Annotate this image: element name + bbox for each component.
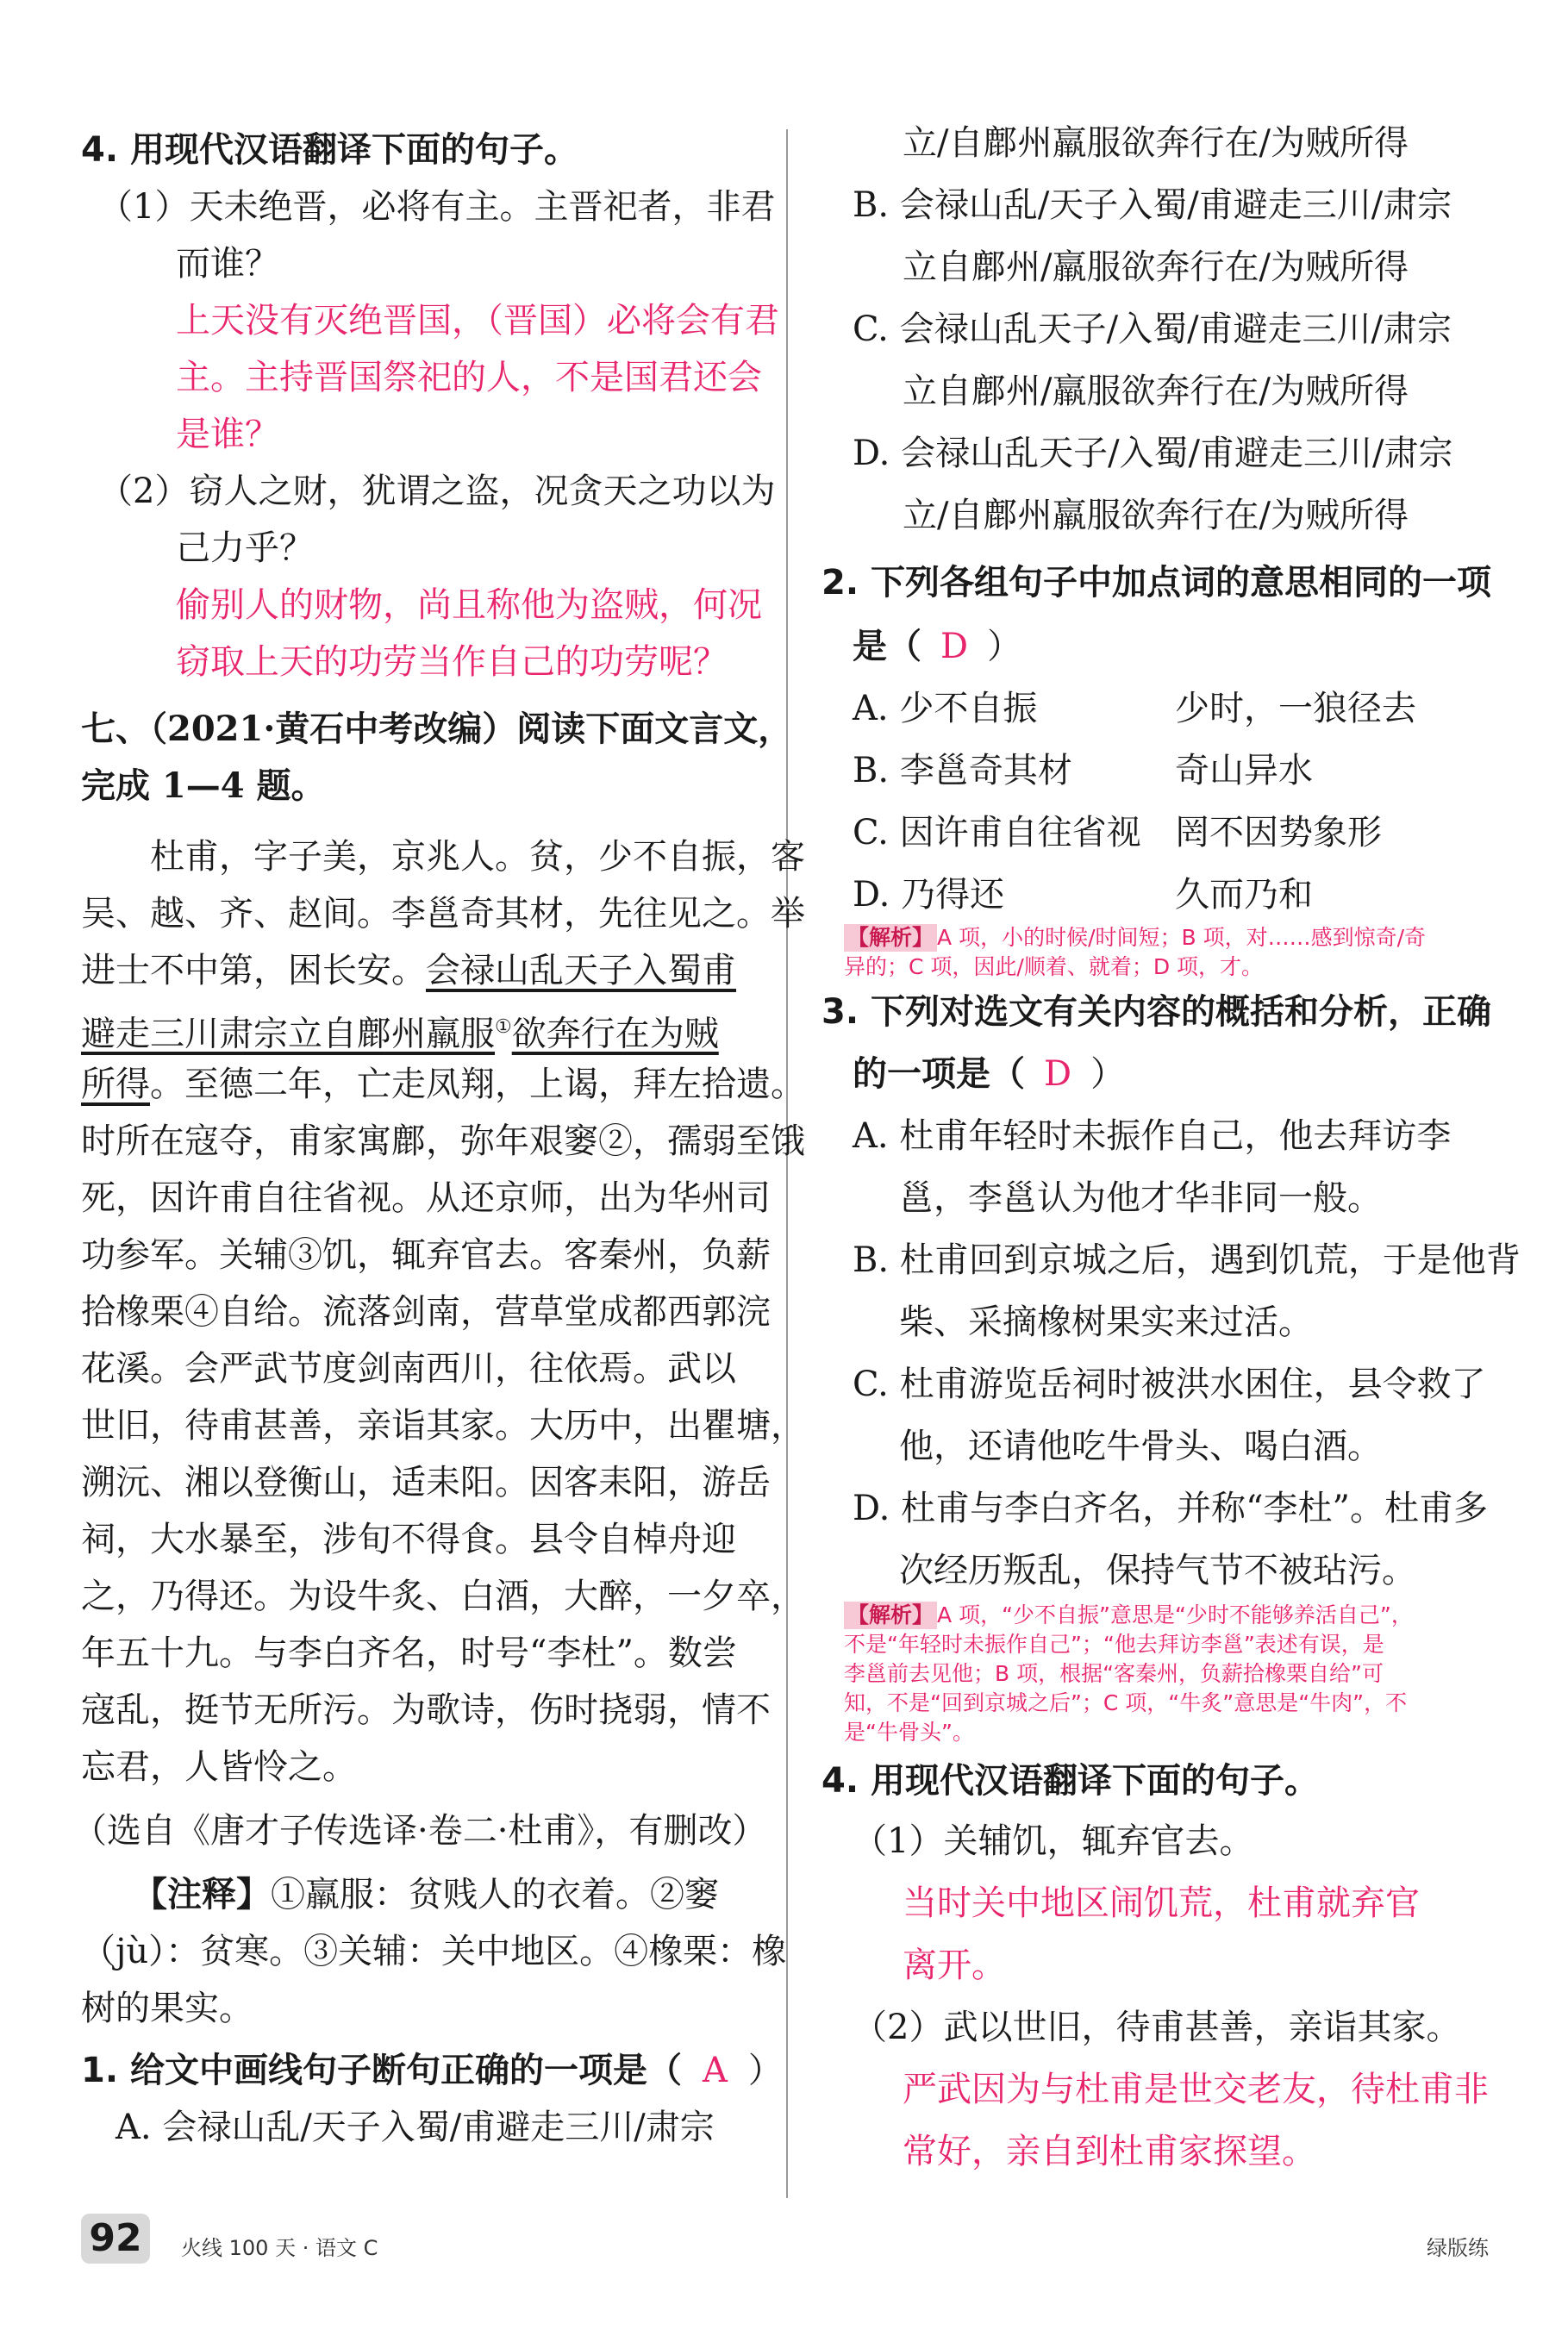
edition-label: 绿版练: [1427, 2236, 1489, 2260]
q4-2-answer: 窃取上天的功劳当作自己的功劳呢？: [176, 642, 728, 682]
q4-title: 4. 用现代汉语翻译下面的句子。: [81, 130, 578, 170]
q3-option-c-cont: 他，还请他吃牛骨头、喝白酒。: [899, 1427, 1382, 1466]
annotation-notes-cont: 树的果实。: [81, 1989, 253, 2028]
passage-line: 寇乱，挺节无所污。为歌诗，伤时挠弱，情不: [81, 1690, 771, 1730]
passage-line: 进士不中第，困长安。会禄山乱天子入蜀甫: [81, 951, 736, 990]
q3-option-a-cont: 邕，李邕认为他才华非同一般。: [899, 1178, 1382, 1218]
q4-2-right-answer: 常好，亲自到杜甫家探望。: [903, 2132, 1316, 2171]
q2-answer: D: [940, 627, 969, 666]
section-7-heading-cont: 完成 1—4 题。: [81, 765, 326, 806]
passage-line: 之，乃得还。为设牛炙、白酒，大醉，一夕卒，: [81, 1577, 805, 1616]
page-number: 92: [81, 2214, 150, 2264]
q2-text-cont: 是（ D ）: [853, 627, 1022, 666]
underlined-sentence: 欲奔行在为贼: [511, 1014, 719, 1054]
q1-option-c-cont: 立自鄜州/羸服欲奔行在/为贼所得: [903, 372, 1409, 411]
q4-2-text: （2）窃人之财，犹谓之盗，况贪天之功以为: [98, 472, 776, 511]
q2-option-d: D. 乃得还: [853, 875, 1005, 915]
q3-option-c: C. 杜甫游览岳祠时被洪水困住，县令救了: [853, 1365, 1486, 1404]
q4-1-answer: 上天没有灭绝晋国，（晋国）必将会有君: [176, 301, 779, 340]
underlined-sentence: 避走三川肃宗立自鄜州羸服: [81, 1014, 495, 1054]
q3-answer: D: [1044, 1054, 1072, 1094]
q2-analysis-cont: 异的；C 项，因此/顺着、就着；D 项，才。: [844, 954, 1264, 979]
q3-analysis-cont: 是“牛骨头”。: [844, 1720, 974, 1745]
q4-1-text: （1）天未绝晋，必将有主。主晋祀者，非君: [98, 187, 776, 227]
passage-line: 死，因许甫自往省视。从还京师，出为华州司: [81, 1178, 771, 1218]
passage-line: 杜甫，字子美，京兆人。贫，少不自振，客: [150, 837, 805, 877]
q1-option-a-cont: 立/自鄜州羸服欲奔行在/为贼所得: [903, 123, 1409, 163]
passage-line: 避走三川肃宗立自鄜州羸服①欲奔行在为贼: [81, 1014, 719, 1054]
q3-option-a: A. 杜甫年轻时未振作自己，他去拜访李: [853, 1116, 1452, 1156]
passage-line: 忘君，人皆怜之。: [81, 1747, 357, 1787]
q2-analysis: 【解析】 A 项，小的时候/时间短；B 项，对……感到惊奇/奇: [844, 924, 1426, 952]
passage-source: （选自《唐才子传选译·卷二·杜甫》，有删改）: [72, 1811, 767, 1851]
q3-option-d: D. 杜甫与李白齐名，并称“李杜”。杜甫多: [853, 1489, 1488, 1528]
q2-option-b-pair: 奇山异水: [1175, 751, 1313, 790]
q3-option-b-cont: 柴、采摘橡树果实来过活。: [899, 1302, 1313, 1342]
q4-title-right: 4. 用现代汉语翻译下面的句子。: [821, 1761, 1319, 1801]
passage-line: 功参军。关辅③饥，辄弃官去。客秦州，负薪: [81, 1235, 771, 1275]
q2-option-d-pair: 久而乃和: [1175, 875, 1313, 915]
passage-line: 溯沅、湘以登衡山，适耒阳。因客耒阳，游岳: [81, 1463, 771, 1502]
passage-line: 吴、越、齐、赵间。李邕奇其材，先往见之。举: [81, 894, 805, 934]
q2-text: 2. 下列各组句子中加点词的意思相同的一项: [821, 563, 1491, 603]
q1-text: 1. 给文中画线句子断句正确的一项是（ A ）: [81, 2051, 783, 2090]
q1-option-a: A. 会禄山乱/天子入蜀/甫避走三川/肃宗: [116, 2108, 715, 2147]
q4-2-answer: 偷别人的财物，尚且称他为盗贼，何况: [176, 585, 762, 625]
q2-option-b: B. 李邕奇其材: [853, 751, 1072, 790]
passage-line: 拾橡栗④自给。流落剑南，营草堂成都西郭浣: [81, 1292, 771, 1332]
q3-analysis: 【解析】 A 项，“少不自振”意思是“少时不能够养活自己”，: [844, 1602, 1413, 1629]
q1-answer: A: [702, 2051, 728, 2090]
annotation-notes-cont: （jù）：贫寒。③关辅：关中地区。④橡栗：橡: [81, 1932, 787, 1971]
q4-2-right: （2）武以世旧，待甫甚善，亲诣其家。: [853, 2008, 1461, 2047]
q3-analysis-cont: 李邕前去见他；B 项，根据“客秦州，负薪拾橡栗自给”可: [844, 1661, 1384, 1686]
passage-line: 世旧，待甫甚善，亲诣其家。大历中，出瞿塘，: [81, 1406, 805, 1446]
q3-option-d-cont: 次经历叛乱，保持气节不被玷污。: [899, 1551, 1416, 1590]
q4-1-answer: 是谁？: [176, 415, 279, 454]
analysis-tag: 【解析】: [844, 1602, 937, 1629]
q3-text: 3. 下列对选文有关内容的概括和分析，正确: [821, 992, 1491, 1032]
q4-2-right-answer: 严武因为与杜甫是世交老友，待杜甫非: [903, 2070, 1489, 2109]
passage-line: 花溪。会严武节度剑南西川，往依焉。武以: [81, 1349, 736, 1389]
passage-line: 年五十九。与李白齐名，时号“李杜”。数尝: [81, 1633, 737, 1673]
underlined-sentence: 所得: [81, 1065, 150, 1104]
q2-option-c: C. 因许甫自往省视: [853, 813, 1141, 853]
q3-analysis-cont: 知，不是“回到京城之后”；C 项，“牛炙”意思是“牛肉”，不: [844, 1690, 1408, 1715]
q2-option-a: A. 少不自振: [853, 689, 1038, 728]
passage-line: 所得。至德二年，亡走凤翔，上谒，拜左拾遗。: [81, 1065, 805, 1104]
section-7-heading: 七、（2021·黄石中考改编）阅读下面文言文，: [81, 709, 793, 749]
passage-line: 祠，大水暴至，涉旬不得食。县令自棹舟迎: [81, 1520, 736, 1559]
column-divider: [786, 129, 788, 2198]
analysis-tag: 【解析】: [844, 924, 937, 952]
q4-1-answer: 主。主持晋国祭祀的人，不是国君还会: [176, 358, 762, 397]
q4-2-text-cont: 己力乎？: [176, 528, 314, 568]
q1-option-b: B. 会禄山乱/天子入蜀/甫避走三川/肃宗: [853, 185, 1452, 225]
q1-option-d: D. 会禄山乱天子/入蜀/甫避走三川/肃宗: [853, 434, 1453, 473]
q1-option-b-cont: 立自鄜州/羸服欲奔行在/为贼所得: [903, 247, 1409, 287]
q4-1-right-answer: 离开。: [903, 1946, 1006, 1985]
q3-text-cont: 的一项是（ D ）: [853, 1054, 1126, 1094]
underlined-sentence: 会禄山乱天子入蜀甫: [426, 951, 736, 990]
q1-option-c: C. 会禄山乱天子/入蜀/甫避走三川/肃宗: [853, 309, 1452, 349]
q1-option-d-cont: 立/自鄜州羸服欲奔行在/为贼所得: [903, 496, 1409, 535]
annotation-notes: 【注释】①羸服：贫贱人的衣着。②窭: [133, 1874, 719, 1914]
q4-1-right: （1）关辅饥，辄弃官去。: [853, 1821, 1254, 1861]
q3-analysis-cont: 不是“年轻时未振作自己”；“他去拜访李邕”表述有误，是: [844, 1632, 1384, 1657]
q3-option-b: B. 杜甫回到京城之后，遇到饥荒，于是他背: [853, 1240, 1521, 1280]
passage-line: 时所在寇夺，甫家寓鄜，弥年艰窭②，孺弱至饿: [81, 1121, 805, 1161]
q4-1-right-answer: 当时关中地区闹饥荒，杜甫就弃官: [903, 1883, 1420, 1923]
q4-1-text-cont: 而谁？: [176, 244, 279, 284]
q2-option-a-pair: 少时，一狼径去: [1175, 689, 1416, 728]
q2-option-c-pair: 罔不因势象形: [1175, 813, 1382, 853]
book-title: 火线 100 天 · 语文 C: [181, 2236, 378, 2260]
